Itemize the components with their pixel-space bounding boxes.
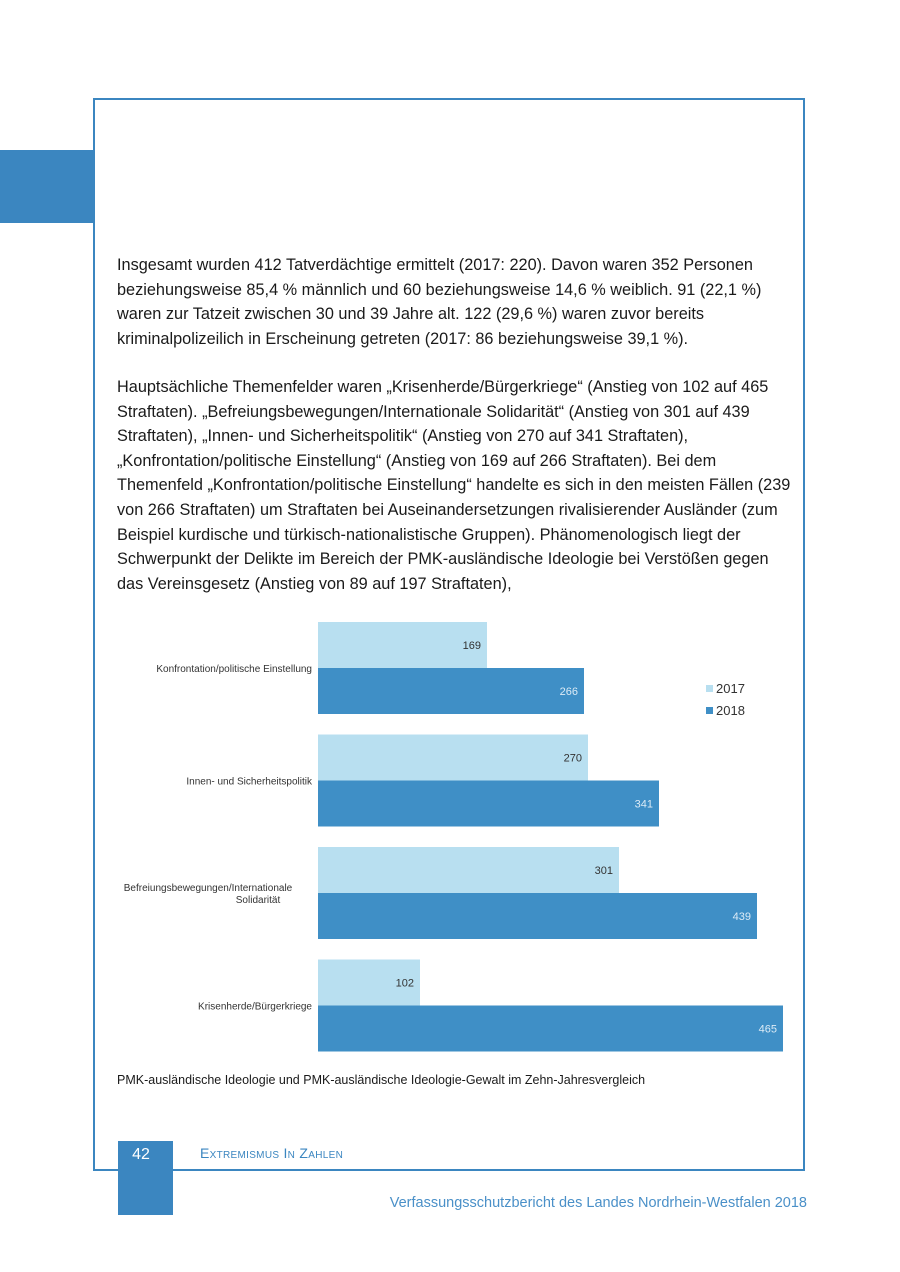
category-label-2-line-1: Innen- und Sicherheitspolitik [186, 776, 312, 788]
paragraph-topics: Hauptsächliche Themenfelder waren „Krisenherde/Bürgerkriege“ (Anstieg von 102 auf 465 Straftaten). „Befreiungsbewegungen/Internationale Solidarität“ (Anstieg von 301 auf 439 Straftaten), „Innen- und Sicherheitspolitik“ (Anstieg von 270 auf 341 Straftaten), „Konfrontation/politische Einstellung“ (Anstieg von 169 auf 266 Straftaten). Bei dem Themenfeld „Konfrontation/politische Einstellung“ handelte es sich in den meisten Fällen (239 von 266 Straftaten) um Straftaten bei Auseinandersetzungen rivalisierender Ausländer (zum Beispiel kurdische und türkisch-nationalistische Gruppen). Phänomenologisch liegt der Schwerpunkt der Delikte im Bereich der PMK-ausländische Ideologie bei Verstößen gegen das Vereinsgesetz (Anstieg von 89 auf 197 Straftaten), [117, 378, 791, 593]
running-title: Extremismus In Zahlen [200, 1145, 344, 1161]
publication-title: Verfassungsschutzbericht des Landes Nordrhein-Westfalen 2018 [389, 1195, 807, 1211]
bar-2018-1 [318, 668, 584, 714]
data-label-2017-4: 102 [395, 977, 414, 990]
legend-swatch-2018 [706, 707, 713, 714]
data-label-2018-1: 266 [559, 686, 578, 698]
legend-label-2017: 2017 [716, 681, 745, 696]
category-label-3-line-1: Befreiungsbewegungen/Internationale [123, 883, 293, 894]
category-label-4-line-1: Krisenherde/Bürgerkriege [198, 1001, 312, 1013]
data-label-2018-3: 439 [732, 911, 751, 923]
bar-2017-3 [318, 847, 619, 893]
data-label-2017-1: 169 [462, 640, 481, 652]
category-label-1-line-1: Konfrontation/politische Einstellung [156, 664, 312, 675]
data-label-2018-4: 465 [758, 1023, 777, 1036]
page-number-box [118, 1141, 173, 1215]
bar-chart [108, 615, 798, 1060]
data-label-2018-2: 341 [634, 798, 653, 811]
bar-2017-1 [318, 622, 487, 668]
bar-2017-2 [318, 735, 588, 781]
legend-swatch-2017 [706, 685, 713, 692]
bar-2018-3 [318, 893, 757, 939]
category-label-3-line-2: Solidarität [235, 895, 281, 906]
chart-caption: PMK-ausländische Ideologie und PMK-ausländische Ideologie-Gewalt im Zehn-Jahresvergleich [117, 1073, 646, 1087]
bar-2018-2 [318, 781, 659, 827]
data-label-2017-3: 301 [594, 865, 613, 877]
paragraph-suspects: Insgesamt wurden 412 Tatverdächtige ermittelt (2017: 220). Davon waren 352 Personen beziehungsweise 85,4 % männlich und 60 beziehungsweise 14,6 % weiblich. 91 (22,1 %) waren zur Tatzeit zwischen 30 und 39 Jahre alt. 122 (29,6 %) waren zuvor bereits kriminalpolizeilich in Erscheinung getreten (2017: 86 beziehungsweise 39,1 %). [117, 256, 762, 348]
side-color-tab [0, 150, 93, 223]
legend-label-2018: 2018 [716, 703, 745, 718]
data-label-2017-2: 270 [563, 752, 582, 765]
page-number: 42 [132, 1146, 150, 1163]
bar-2018-4 [318, 1006, 783, 1052]
